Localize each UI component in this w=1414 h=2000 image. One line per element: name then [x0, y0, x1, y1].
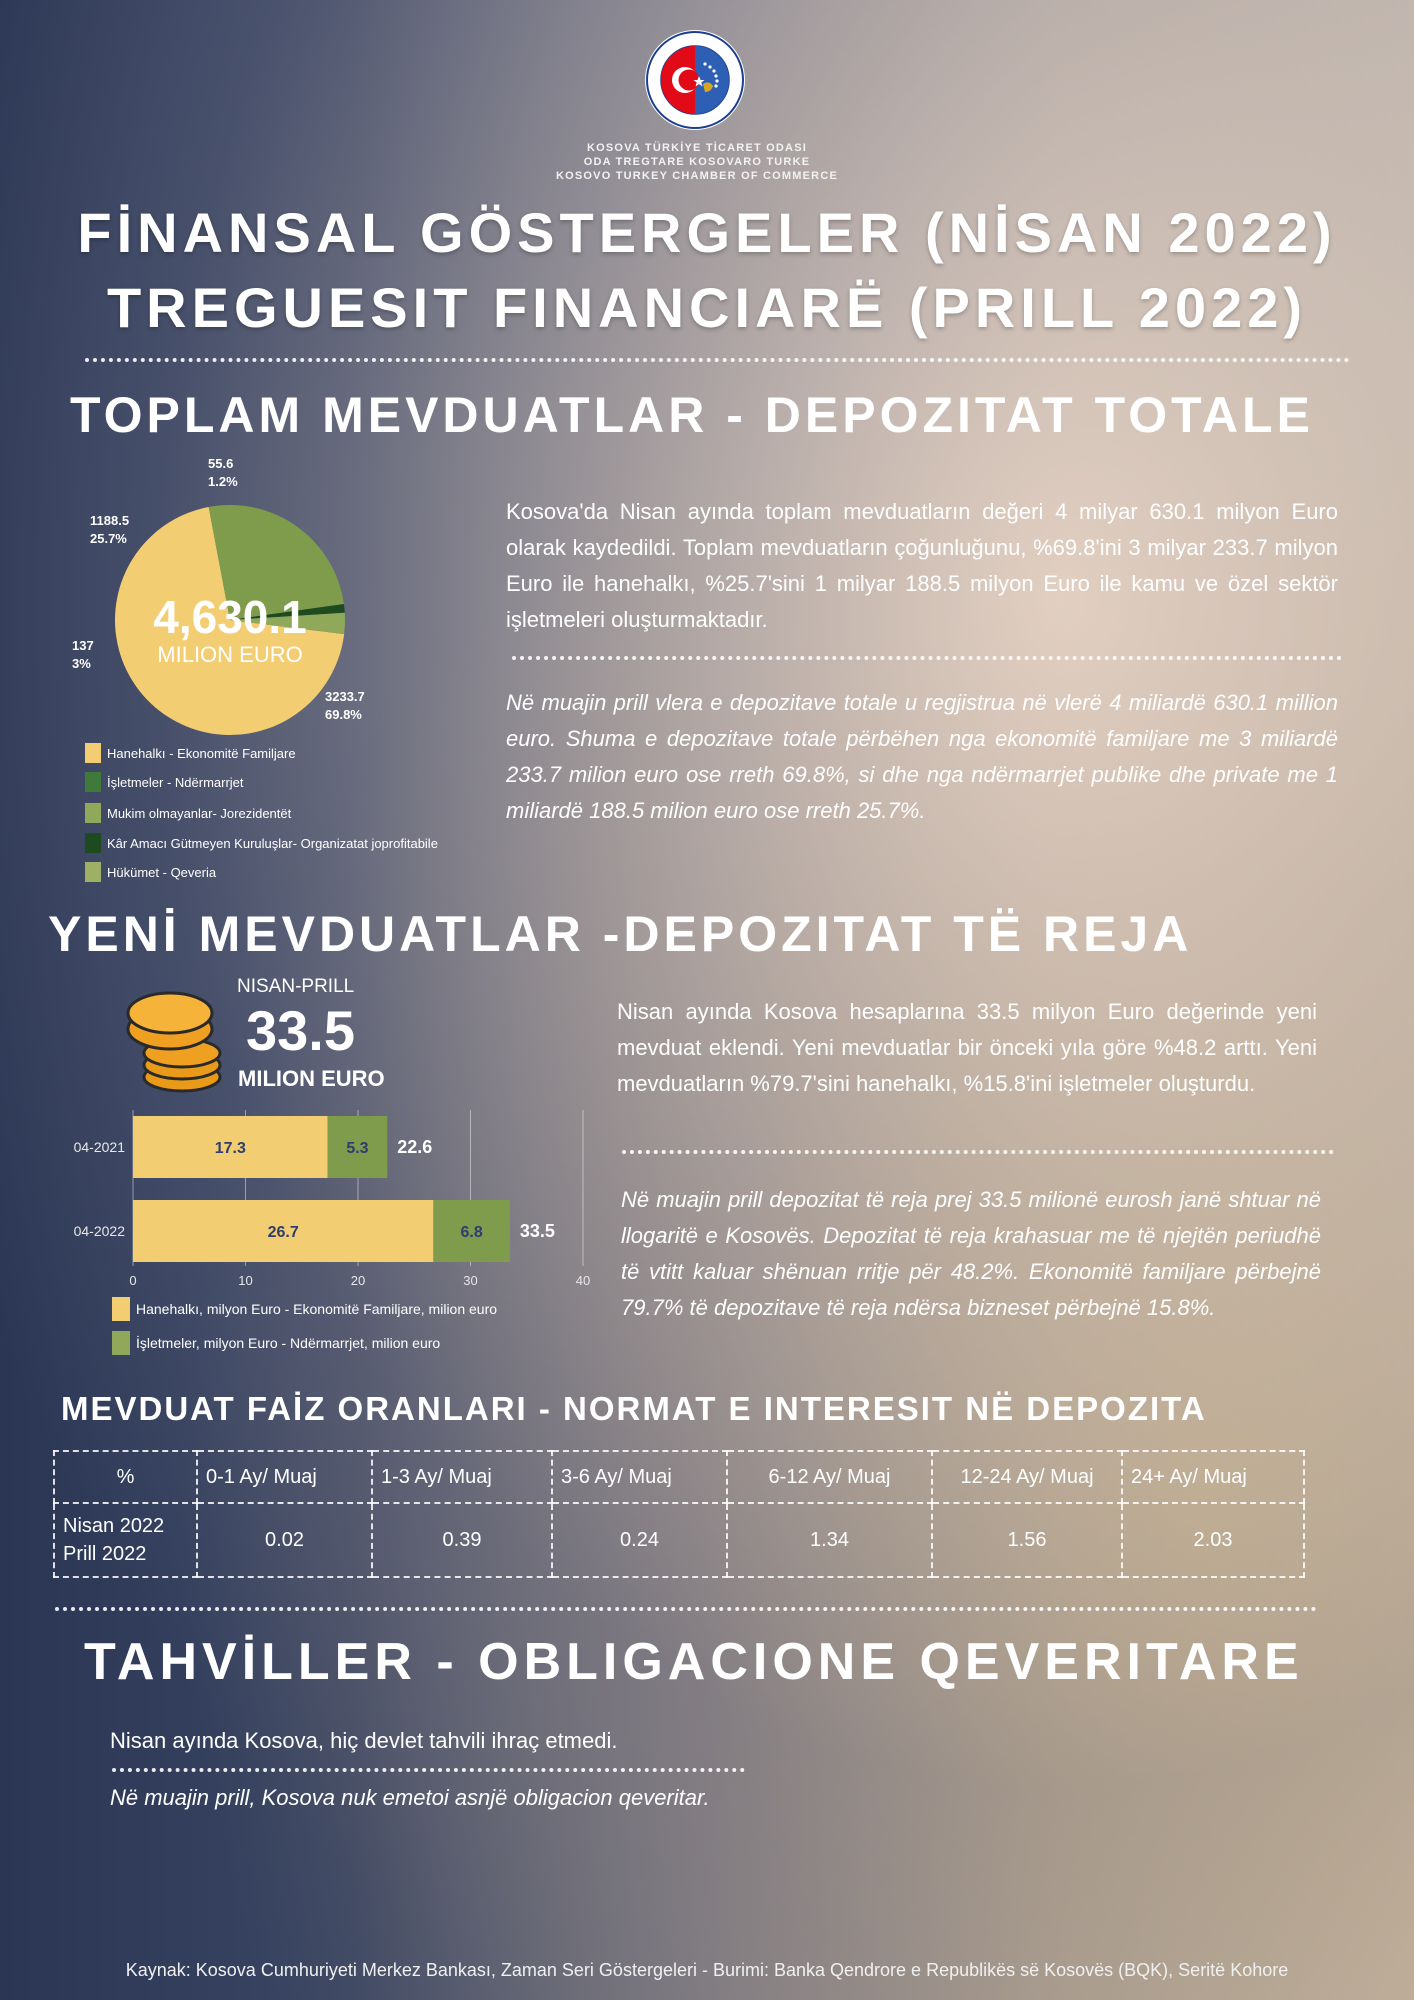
new-deposits-value: 33.5 [246, 999, 355, 1062]
pie-label-nonresident: 137 3% [72, 638, 94, 671]
bar-x-tick-label: 20 [350, 1273, 366, 1288]
bonds-text-tr: Nisan ayında Kosova, hiç devlet tahvili ihraç etmedi. [110, 1728, 618, 1753]
org-name-sq: ODA TREGTARE KOSOVARO TURKE [583, 156, 811, 168]
bar-x-tick-label: 40 [575, 1273, 591, 1288]
section-title-bonds: TAHVİLLER - OBLIGACIONE QEVERITARE [84, 1633, 1304, 1691]
new-deposits-text-sq: Në muajin prill depozitat të reja prej 33.5 milionë eurosh janë shtuar në llogaritë e Kosovës. Depozitat të reja krahasuar me të njejtën periudhë të vtitt kaluar shënuan rritje për 48.2%. Ekonomitë familjare përbejnë 79.7% të depozitave të reja ndërsa bizneset përbejnë 15.8%. [621, 1187, 1321, 1320]
table-header-cell: % [54, 1451, 197, 1503]
pie-label-nonprofit: 55.6 1.2% [208, 456, 238, 489]
coins-icon [120, 985, 230, 1095]
org-name-tr: KOSOVA TÜRKİYE TİCARET ODASI [587, 142, 807, 154]
pie-legend-government: Hükümet - Qeveria [85, 861, 216, 883]
pie-legend-household: Hanehalkı - Ekonomitë Familjare [85, 742, 296, 764]
pie-label-household: 3233.7 69.8% [325, 689, 365, 722]
divider [622, 1150, 1334, 1154]
bar-data-label: 6.8 [460, 1224, 483, 1241]
new-deposits-text-tr: Nisan ayında Kosova hesaplarına 33.5 milyon Euro değerinde yeni mevduat eklendi. Yeni mevduatlar bir önceki yıla göre %48.2 arttı. Yeni mevduatların %79.7'sini hanehalkı, %15.8'ini işletmeler oluşturdu. [617, 999, 1317, 1096]
org-name-en: KOSOVO TURKEY CHAMBER OF COMMERCE [555, 170, 839, 182]
table-row [54, 1503, 1304, 1577]
page-title-tr: FİNANSAL GÖSTERGELER (NİSAN 2022) [77, 201, 1337, 264]
pie-legend-nonprofit: Kâr Amacı Gütmeyen Kuruluşlar- Organizatat joprofitabile [85, 832, 438, 854]
divider [512, 656, 1342, 660]
bar-x-tick-label: 0 [129, 1273, 137, 1288]
table-header-row [54, 1451, 1304, 1503]
table-header-cell: 3-6 Ay/ Muaj [552, 1451, 727, 1503]
table-header-cell: 12-24 Ay/ Muaj [932, 1451, 1122, 1503]
divider [85, 358, 1350, 362]
table-header-cell: 0-1 Ay/ Muaj [197, 1451, 372, 1503]
new-deposits-bar-chart [55, 1110, 605, 1290]
section-title-total-deposits: TOPLAM MEVDUATLAR - DEPOZITAT TOTALE [70, 387, 1314, 443]
pie-label-business: 1188.5 25.7% [90, 513, 130, 546]
bar-category-label: 04-2022 [73, 1223, 125, 1239]
section-title-interest-rates: MEVDUAT FAİZ ORANLARI - NORMAT E INTERESIT NË DEPOZITA [61, 1390, 1207, 1427]
total-deposits-text-tr: Kosova'da Nisan ayında toplam mevduatların değeri 4 milyar 630.1 milyon Euro olarak kaydedildi. Toplam mevduatların çoğunluğunu, %69.8'ini 3 milyar 233.7 milyon Euro ile hanehalkı, %25.7'sini 1 milyar 188.5 milyon Euro ile kamu ve özel sektör işletmeleri oluşturmaktadır. [506, 499, 1338, 632]
table-cell: 0.24 [552, 1503, 727, 1577]
table-cell: 0.02 [197, 1503, 372, 1577]
page-title-sq: TREGUESIT FINANCIARË (PRILL 2022) [106, 276, 1308, 339]
new-deposits-unit: MILION EURO [238, 1066, 385, 1091]
bar-data-label: 26.7 [267, 1224, 299, 1241]
bar-x-tick-label: 10 [238, 1273, 253, 1288]
bar-total-label: 22.6 [397, 1137, 433, 1157]
table-cell: 0.39 [372, 1503, 552, 1577]
pie-center-value: 4,630.1 [153, 591, 307, 643]
new-deposits-period: NISAN-PRILL [237, 976, 355, 997]
interest-rate-table [53, 1450, 1305, 1578]
bar-data-label: 17.3 [214, 1140, 246, 1157]
source-footer: Kaynak: Kosova Cumhuriyeti Merkez Bankası, Zaman Seri Göstergeleri - Burimi: Banka Qendrore e Republikës së Kosovës (BQK), Seritë Kohore [125, 1960, 1289, 1980]
bar-total-label: 33.5 [519, 1221, 555, 1241]
divider [112, 1768, 745, 1772]
bar-x-tick-label: 30 [463, 1273, 478, 1288]
pie-legend-business: İşletmeler - Ndërmarrjet [85, 771, 244, 793]
table-cell: 1.34 [727, 1503, 932, 1577]
total-deposits-text-sq: Në muajin prill vlera e depozitave totale u regjistrua në vlerë 4 miliardë 630.1 million euro. Shuma e depozitave totale përbëhen nga ekonomitë familjare me 3 miliardë 233.7 milion euro ose rreth 69.8%, si dhe nga ndërmarrjet publike dhe private me 1 miliardë 188.5 milion euro ose rreth 25.7%. [506, 690, 1338, 823]
bar-legend-business: İşletmeler, milyon Euro - Ndërmarrjet, milion euro [112, 1332, 440, 1354]
bar-legend-household: Hanehalkı, milyon Euro - Ekonomitë Familjare, milion euro [112, 1298, 497, 1320]
table-header-cell: 1-3 Ay/ Muaj [372, 1451, 552, 1503]
bar-data-label: 5.3 [346, 1140, 369, 1157]
pie-center-unit: MILION EURO [157, 642, 303, 667]
table-header-cell: 24+ Ay/ Muaj [1122, 1451, 1304, 1503]
bar-category-label: 04-2021 [73, 1139, 125, 1155]
table-cell: 2.03 [1122, 1503, 1304, 1577]
table-row-label: Nisan 2022 Prill 2022 [54, 1503, 197, 1577]
bonds-text-sq: Në muajin prill, Kosova nuk emetoi asnjë obligacion qeveritar. [110, 1785, 710, 1810]
table-header-cell: 6-12 Ay/ Muaj [727, 1451, 932, 1503]
chamber-logo [643, 28, 747, 132]
divider [55, 1607, 1317, 1611]
section-title-new-deposits: YENİ MEVDUATLAR -DEPOZITAT TË REJA [48, 906, 1193, 962]
table-cell: 1.56 [932, 1503, 1122, 1577]
pie-legend-nonresident: Mukim olmayanlar- Jorezidentët [85, 802, 291, 824]
